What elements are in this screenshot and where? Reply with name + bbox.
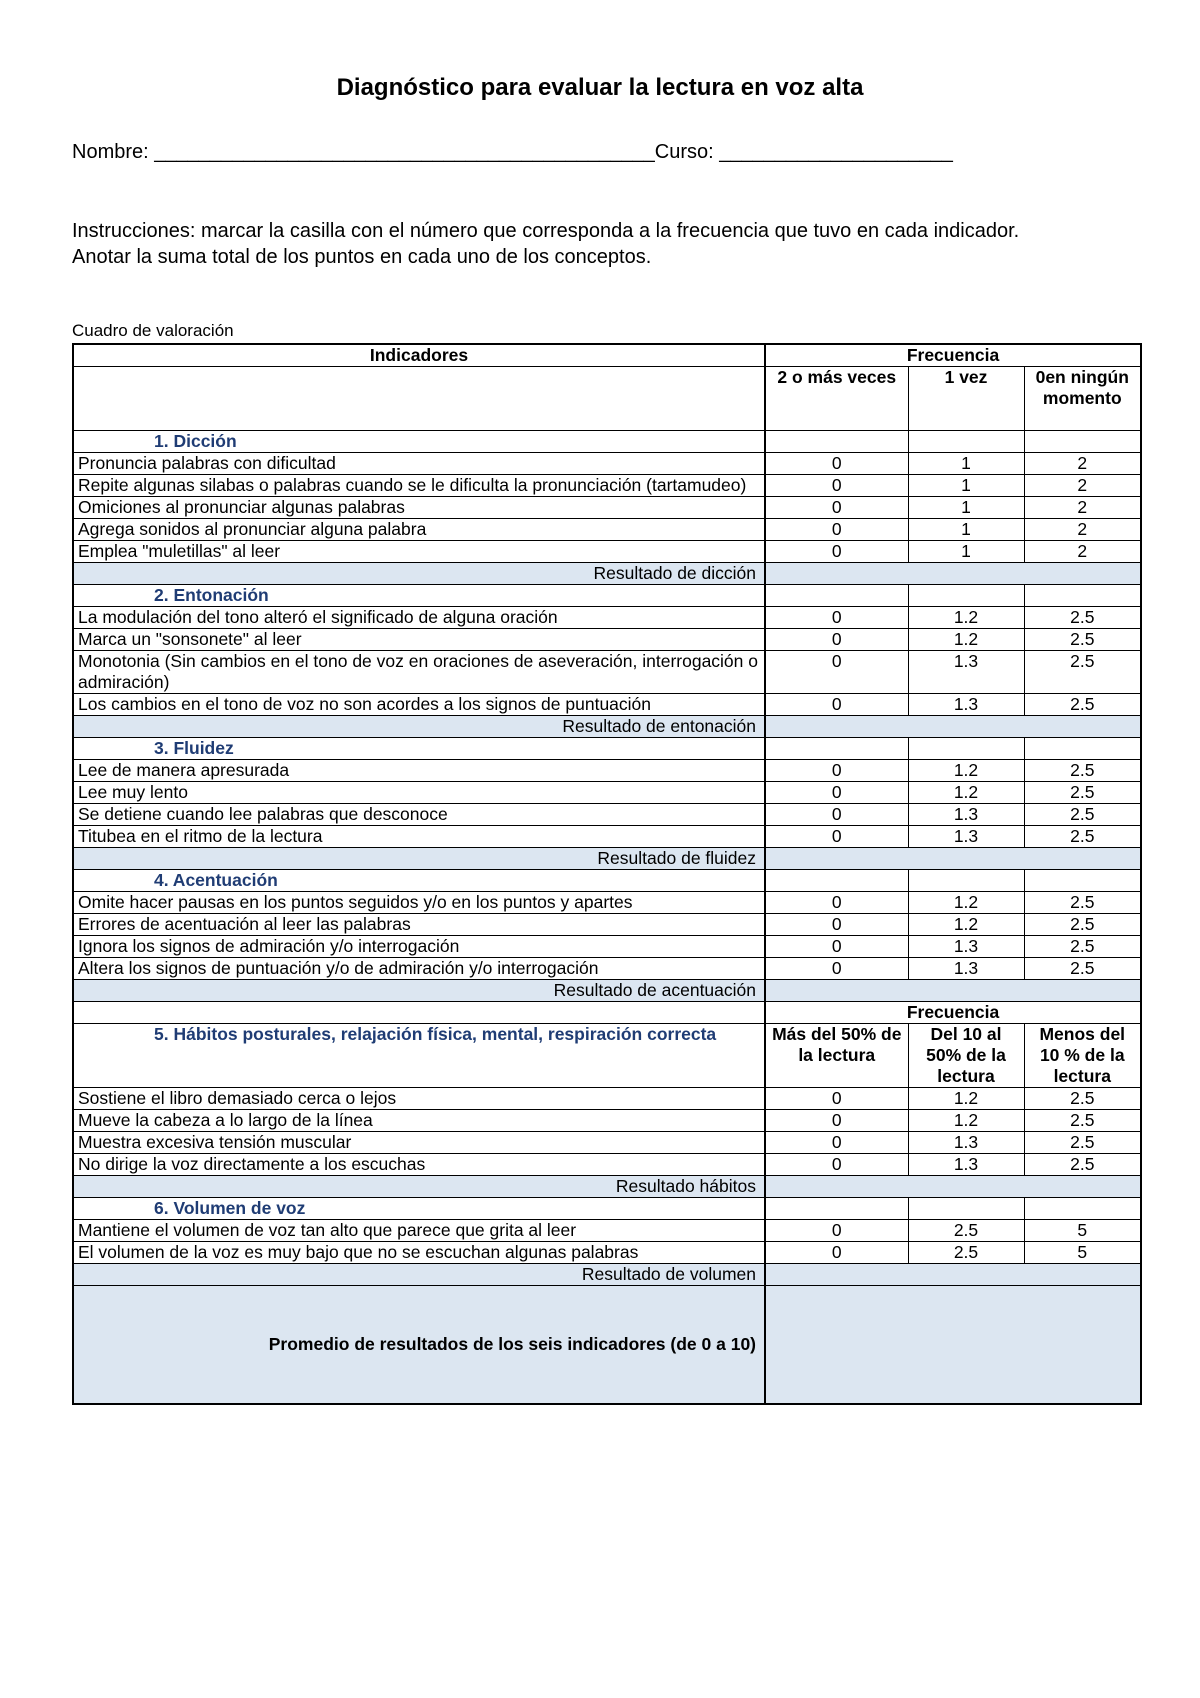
score-cell[interactable]: 2.5 xyxy=(1024,651,1141,694)
score-cell[interactable]: 1.3 xyxy=(908,936,1024,958)
indicator-label: Sostiene el libro demasiado cerca o lejos xyxy=(73,1088,765,1110)
result-row xyxy=(73,848,1141,870)
indicator-row xyxy=(73,892,1141,914)
section-title-row xyxy=(73,431,1141,453)
indicator-row xyxy=(73,651,1141,694)
indicator-label: Marca un "sonsonete" al leer xyxy=(73,629,765,651)
section-title-row xyxy=(73,738,1141,760)
score-cell[interactable]: 1 xyxy=(908,541,1024,563)
score-cell[interactable]: 2.5 xyxy=(1024,629,1141,651)
section-title: 2. Entonación xyxy=(73,585,765,607)
indicator-row xyxy=(73,760,1141,782)
section-title-row xyxy=(73,585,1141,607)
indicator-row xyxy=(73,1110,1141,1132)
score-cell[interactable]: 2.5 xyxy=(1024,694,1141,716)
score-cell[interactable]: 0 xyxy=(765,782,908,804)
checkbox-cell[interactable] xyxy=(908,1198,1024,1220)
score-cell[interactable]: 2 xyxy=(1024,541,1141,563)
alt-header-row xyxy=(73,1002,1141,1024)
score-cell[interactable]: 0 xyxy=(765,453,908,475)
score-cell[interactable]: 2.5 xyxy=(1024,804,1141,826)
indicator-row xyxy=(73,804,1141,826)
result-row xyxy=(73,1264,1141,1286)
score-cell[interactable]: 2.5 xyxy=(908,1242,1024,1264)
result-label: Resultado hábitos xyxy=(73,1176,765,1198)
result-value-cell[interactable] xyxy=(765,1176,1141,1198)
checkbox-cell[interactable] xyxy=(765,1198,908,1220)
result-label: Resultado de acentuación xyxy=(73,980,765,1002)
indicator-label: Omite hacer pausas en los puntos seguidos y/o en los puntos y apartes xyxy=(73,892,765,914)
indicator-row xyxy=(73,694,1141,716)
result-row xyxy=(73,980,1141,1002)
score-cell[interactable]: 2.5 xyxy=(1024,1110,1141,1132)
indicator-label: Agrega sonidos al pronunciar alguna palabra xyxy=(73,519,765,541)
score-cell[interactable]: 1.2 xyxy=(908,782,1024,804)
score-cell[interactable]: 5 xyxy=(1024,1242,1141,1264)
result-label: Resultado de entonación xyxy=(73,716,765,738)
result-value-cell[interactable] xyxy=(765,848,1141,870)
header-blank xyxy=(73,367,765,431)
score-cell[interactable]: 1.2 xyxy=(908,629,1024,651)
score-cell[interactable]: 1.2 xyxy=(908,914,1024,936)
score-cell[interactable]: 0 xyxy=(765,629,908,651)
indicator-label: Los cambios en el tono de voz no son acordes a los signos de puntuación xyxy=(73,694,765,716)
checkbox-cell[interactable] xyxy=(765,585,908,607)
page-title: Diagnóstico para evaluar la lectura en voz alta xyxy=(336,74,864,101)
score-cell[interactable]: 2.5 xyxy=(1024,826,1141,848)
score-cell[interactable]: 2 xyxy=(1024,453,1141,475)
indicator-row xyxy=(73,1154,1141,1176)
checkbox-cell[interactable] xyxy=(908,585,1024,607)
alt-header-blank xyxy=(73,1002,765,1024)
indicator-label: Mantiene el volumen de voz tan alto que parece que grita al leer xyxy=(73,1220,765,1242)
indicator-label: Lee de manera apresurada xyxy=(73,760,765,782)
score-cell[interactable]: 1 xyxy=(908,519,1024,541)
section-title: 5. Hábitos posturales, relajación física, mental, respiración correcta xyxy=(73,1024,765,1088)
indicator-row xyxy=(73,541,1141,563)
score-cell[interactable]: 2 xyxy=(1024,519,1141,541)
header-row xyxy=(73,344,1141,367)
score-cell[interactable]: 0 xyxy=(765,1132,908,1154)
score-cell[interactable]: 1.3 xyxy=(908,694,1024,716)
score-cell[interactable]: 2.5 xyxy=(1024,914,1141,936)
score-cell[interactable]: 0 xyxy=(765,914,908,936)
checkbox-cell[interactable] xyxy=(1024,870,1141,892)
score-cell[interactable]: 0 xyxy=(765,497,908,519)
nombre-curso-line: Nombre: _____________________________________________Curso: _____________________ xyxy=(72,141,953,163)
score-cell[interactable]: 0 xyxy=(765,1220,908,1242)
section-title: 1. Dicción xyxy=(73,431,765,453)
table-caption: Cuadro de valoración xyxy=(72,321,234,340)
indicator-label: Pronuncia palabras con dificultad xyxy=(73,453,765,475)
indicator-row xyxy=(73,453,1141,475)
score-cell[interactable]: 2.5 xyxy=(1024,782,1141,804)
indicator-label: Errores de acentuación al leer las palabras xyxy=(73,914,765,936)
checkbox-cell[interactable] xyxy=(908,738,1024,760)
score-cell[interactable]: 0 xyxy=(765,760,908,782)
result-value-cell[interactable] xyxy=(765,1264,1141,1286)
indicator-label: No dirige la voz directamente a los escuchas xyxy=(73,1154,765,1176)
indicator-label: Ignora los signos de admiración y/o interrogación xyxy=(73,936,765,958)
section-title-row xyxy=(73,1198,1141,1220)
score-cell[interactable]: 1.3 xyxy=(908,804,1024,826)
score-cell[interactable]: 2.5 xyxy=(1024,892,1141,914)
indicator-row xyxy=(73,629,1141,651)
score-cell[interactable]: 1.3 xyxy=(908,958,1024,980)
header-frecuencia: Frecuencia xyxy=(765,344,1141,367)
score-cell[interactable]: 2.5 xyxy=(1024,1088,1141,1110)
checkbox-cell[interactable] xyxy=(908,870,1024,892)
score-cell[interactable]: 2.5 xyxy=(1024,936,1141,958)
score-cell[interactable]: 5 xyxy=(1024,1220,1141,1242)
score-cell[interactable]: 2 xyxy=(1024,475,1141,497)
header-subrow xyxy=(73,367,1141,431)
indicator-label: Altera los signos de puntuación y/o de admiración y/o interrogación xyxy=(73,958,765,980)
instructions-line-2: Anotar la suma total de los puntos en cada uno de los conceptos. xyxy=(72,246,652,268)
indicator-label: Se detiene cuando lee palabras que desconoce xyxy=(73,804,765,826)
score-cell[interactable]: 2 xyxy=(1024,497,1141,519)
result-label: Resultado de volumen xyxy=(73,1264,765,1286)
checkbox-cell[interactable] xyxy=(765,738,908,760)
indicator-row xyxy=(73,1132,1141,1154)
score-cell[interactable]: 0 xyxy=(765,826,908,848)
result-value-cell[interactable] xyxy=(765,716,1141,738)
indicator-label: Titubea en el ritmo de la lectura xyxy=(73,826,765,848)
score-cell[interactable]: 2.5 xyxy=(1024,1132,1141,1154)
checkbox-cell[interactable] xyxy=(1024,1198,1141,1220)
score-cell[interactable]: 2.5 xyxy=(1024,760,1141,782)
score-cell[interactable]: 0 xyxy=(765,651,908,694)
score-cell[interactable]: 1.3 xyxy=(908,826,1024,848)
score-cell[interactable]: 2.5 xyxy=(1024,1154,1141,1176)
score-cell[interactable]: 1 xyxy=(908,475,1024,497)
score-cell[interactable]: 0 xyxy=(765,607,908,629)
header-indicadores: Indicadores xyxy=(73,344,765,367)
score-cell[interactable]: 0 xyxy=(765,1088,908,1110)
indicator-label: Repite algunas silabas o palabras cuando se le dificulta la pronunciación (tartamudeo) xyxy=(73,475,765,497)
alt-header-col-2: Del 10 al 50% de la lectura xyxy=(908,1024,1024,1088)
score-cell[interactable]: 1.2 xyxy=(908,1110,1024,1132)
indicator-row xyxy=(73,826,1141,848)
section-title-row xyxy=(73,1024,1141,1088)
checkbox-cell[interactable] xyxy=(908,431,1024,453)
score-cell[interactable]: 2.5 xyxy=(1024,607,1141,629)
score-cell[interactable]: 0 xyxy=(765,519,908,541)
checkbox-cell[interactable] xyxy=(765,870,908,892)
indicator-label: Monotonia (Sin cambios en el tono de voz en oraciones de aseveración, interrogación o admiración) xyxy=(73,651,765,694)
header-col-2: 1 vez xyxy=(908,367,1024,431)
checkbox-cell[interactable] xyxy=(765,431,908,453)
score-cell[interactable]: 0 xyxy=(765,475,908,497)
score-cell[interactable]: 0 xyxy=(765,694,908,716)
score-cell[interactable]: 0 xyxy=(765,541,908,563)
result-label: Resultado de fluidez xyxy=(73,848,765,870)
indicator-label: Omiciones al pronunciar algunas palabras xyxy=(73,497,765,519)
section-title: 6. Volumen de voz xyxy=(73,1198,765,1220)
header-col-3: 0en ningún momento xyxy=(1024,367,1141,431)
result-value-cell[interactable] xyxy=(765,980,1141,1002)
indicator-row xyxy=(73,475,1141,497)
indicator-row xyxy=(73,1242,1141,1264)
score-cell[interactable]: 1.2 xyxy=(908,892,1024,914)
score-cell[interactable]: 1.3 xyxy=(908,1154,1024,1176)
score-cell[interactable]: 0 xyxy=(765,804,908,826)
checkbox-cell[interactable] xyxy=(1024,585,1141,607)
instructions-line-1: Instrucciones: marcar la casilla con el número que corresponda a la frecuencia que tuvo en cada indicador. xyxy=(72,220,1020,242)
indicator-row xyxy=(73,914,1141,936)
score-cell[interactable]: 1 xyxy=(908,453,1024,475)
promedio-row xyxy=(73,1286,1141,1405)
indicator-row xyxy=(73,1220,1141,1242)
alt-header-col-1: Más del 50% de la lectura xyxy=(765,1024,908,1088)
indicator-label: La modulación del tono alteró el significado de alguna oración xyxy=(73,607,765,629)
score-cell[interactable]: 0 xyxy=(765,1110,908,1132)
score-cell[interactable]: 1 xyxy=(908,497,1024,519)
score-cell[interactable]: 1.3 xyxy=(908,651,1024,694)
indicator-label: Emplea "muletillas" al leer xyxy=(73,541,765,563)
evaluation-table xyxy=(72,343,1142,1405)
header-col-1: 2 o más veces xyxy=(765,367,908,431)
indicator-row xyxy=(73,497,1141,519)
result-row xyxy=(73,716,1141,738)
section-title: 3. Fluidez xyxy=(73,738,765,760)
score-cell[interactable]: 1.3 xyxy=(908,1132,1024,1154)
result-label: Resultado de dicción xyxy=(73,563,765,585)
indicator-row xyxy=(73,958,1141,980)
promedio-value-cell[interactable] xyxy=(765,1286,1141,1405)
indicator-row xyxy=(73,519,1141,541)
indicator-label: Lee muy lento xyxy=(73,782,765,804)
score-cell[interactable]: 0 xyxy=(765,1242,908,1264)
indicator-row xyxy=(73,1088,1141,1110)
checkbox-cell[interactable] xyxy=(1024,431,1141,453)
checkbox-cell[interactable] xyxy=(1024,738,1141,760)
result-value-cell[interactable] xyxy=(765,563,1141,585)
score-cell[interactable]: 0 xyxy=(765,1154,908,1176)
score-cell[interactable]: 1.2 xyxy=(908,1088,1024,1110)
section-title: 4. Acentuación xyxy=(73,870,765,892)
score-cell[interactable]: 0 xyxy=(765,892,908,914)
section-title-row xyxy=(73,870,1141,892)
indicator-label: Muestra excesiva tensión muscular xyxy=(73,1132,765,1154)
indicator-label: El volumen de la voz es muy bajo que no se escuchan algunas palabras xyxy=(73,1242,765,1264)
indicator-label: Mueve la cabeza a lo largo de la línea xyxy=(73,1110,765,1132)
score-cell[interactable]: 1.2 xyxy=(908,607,1024,629)
alt-header-col-3: Menos del 10 % de la lectura xyxy=(1024,1024,1141,1088)
alt-header-frecuencia: Frecuencia xyxy=(765,1002,1141,1024)
score-cell[interactable]: 0 xyxy=(765,936,908,958)
promedio-label: Promedio de resultados de los seis indicadores (de 0 a 10) xyxy=(73,1286,765,1405)
score-cell[interactable]: 2.5 xyxy=(1024,958,1141,980)
indicator-row xyxy=(73,782,1141,804)
score-cell[interactable]: 0 xyxy=(765,958,908,980)
indicator-row xyxy=(73,936,1141,958)
score-cell[interactable]: 2.5 xyxy=(908,1220,1024,1242)
result-row xyxy=(73,1176,1141,1198)
indicator-row xyxy=(73,607,1141,629)
score-cell[interactable]: 1.2 xyxy=(908,760,1024,782)
result-row xyxy=(73,563,1141,585)
